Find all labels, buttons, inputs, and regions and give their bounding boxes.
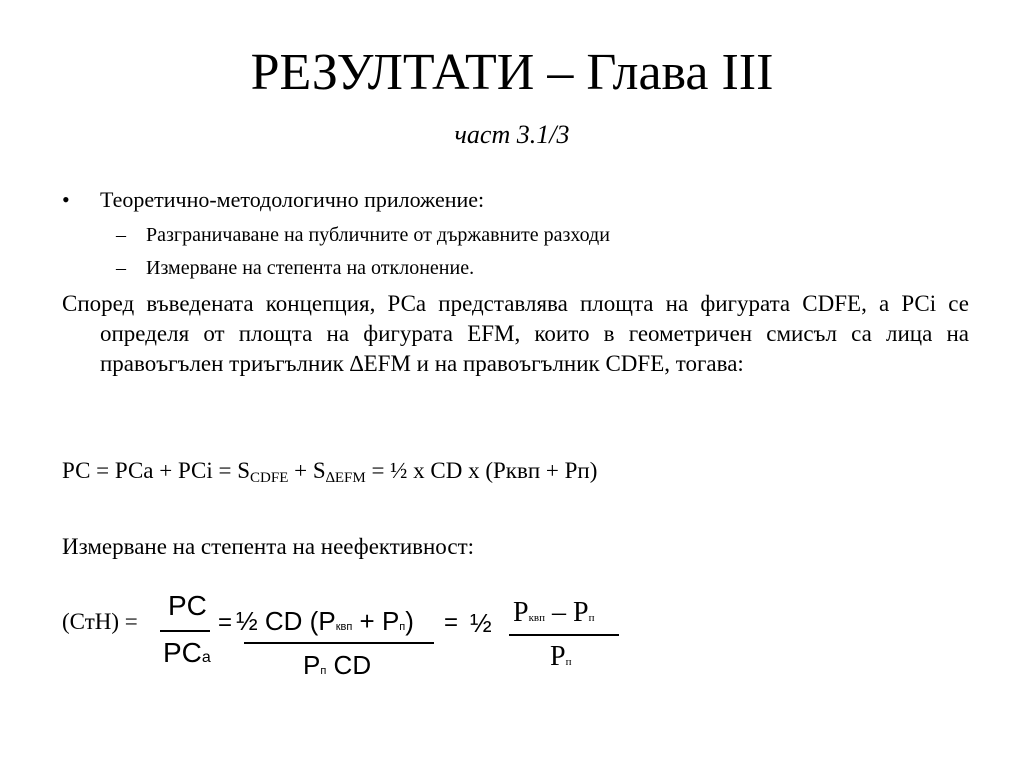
slide-title: РЕЗУЛТАТИ – Глава III bbox=[250, 44, 774, 101]
frac3-denominator bbox=[550, 641, 571, 673]
frac2-num-sub1: квп bbox=[335, 621, 353, 633]
frac3-num-sub1: квп bbox=[528, 612, 546, 624]
frac1-numerator: PC bbox=[168, 590, 207, 621]
concept-paragraph: Според въведената концепция, РСа представлява площта на фигурата CDFE, а РСi се определя от площта на фигурата EFM, които в геометричен смисъл са лица на правоъгълен триъгълник ∆EFM и на правоъгълник CDFE, тогава: bbox=[62, 291, 969, 376]
sub-bullet-marker: – bbox=[116, 224, 126, 246]
formula-pc-mid: + S bbox=[288, 458, 326, 483]
frac3-line bbox=[509, 634, 619, 636]
frac2-num-c: ) bbox=[405, 606, 414, 636]
formula-pc-lhs: РС = РСа + РСi = S bbox=[62, 458, 251, 483]
sub-bullet-text: Измерване на степента на отклонение. bbox=[146, 257, 475, 279]
frac1-den-text: PC bbox=[163, 637, 202, 668]
equals-2: = bbox=[444, 609, 459, 636]
frac3-num-a: P bbox=[513, 597, 529, 628]
bullet-marker: • bbox=[62, 187, 70, 212]
frac2-den-sub: п bbox=[320, 665, 327, 677]
frac1-line bbox=[160, 630, 210, 632]
bullet-text: Теоретично-методологично приложение: bbox=[100, 187, 485, 212]
frac3-den-a: P bbox=[550, 641, 566, 672]
formula-pc-sub-efm: ∆EFM bbox=[325, 470, 366, 486]
frac2-denominator bbox=[303, 650, 371, 681]
formula-pc-rhs: = ½ х CD х (Рквп + Рп) bbox=[365, 458, 598, 483]
frac2-num-a: ½ CD (P bbox=[236, 606, 336, 636]
equals-1: = bbox=[218, 609, 233, 636]
frac1-den-sub: a bbox=[201, 649, 211, 666]
frac3-num-b: – P bbox=[545, 597, 589, 628]
slide-subtitle: част 3.1/3 bbox=[454, 120, 570, 149]
frac2-den-b: CD bbox=[326, 650, 372, 680]
frac2-line bbox=[244, 642, 434, 644]
formula-stn-lhs: (СтН) = bbox=[62, 609, 138, 634]
measure-heading: Измерване на степента на неефективност: bbox=[62, 534, 475, 559]
frac1-denominator bbox=[163, 637, 211, 669]
formula-pc-sub-cdfe: CDFE bbox=[250, 470, 289, 486]
frac3-den-sub: п bbox=[565, 656, 572, 668]
formula-pc bbox=[62, 458, 597, 484]
frac3-numerator bbox=[513, 597, 594, 629]
frac2-den-a: P bbox=[303, 650, 321, 680]
frac2-num-sub2: п bbox=[399, 621, 406, 633]
sub-bullet-marker: – bbox=[116, 257, 126, 279]
frac2-numerator bbox=[236, 606, 414, 637]
half: ½ bbox=[470, 608, 492, 638]
sub-bullet-text: Разграничаване на публичните от държавните разходи bbox=[146, 224, 610, 246]
frac2-num-b: + P bbox=[352, 606, 400, 636]
frac3-num-sub2: п bbox=[588, 612, 595, 624]
